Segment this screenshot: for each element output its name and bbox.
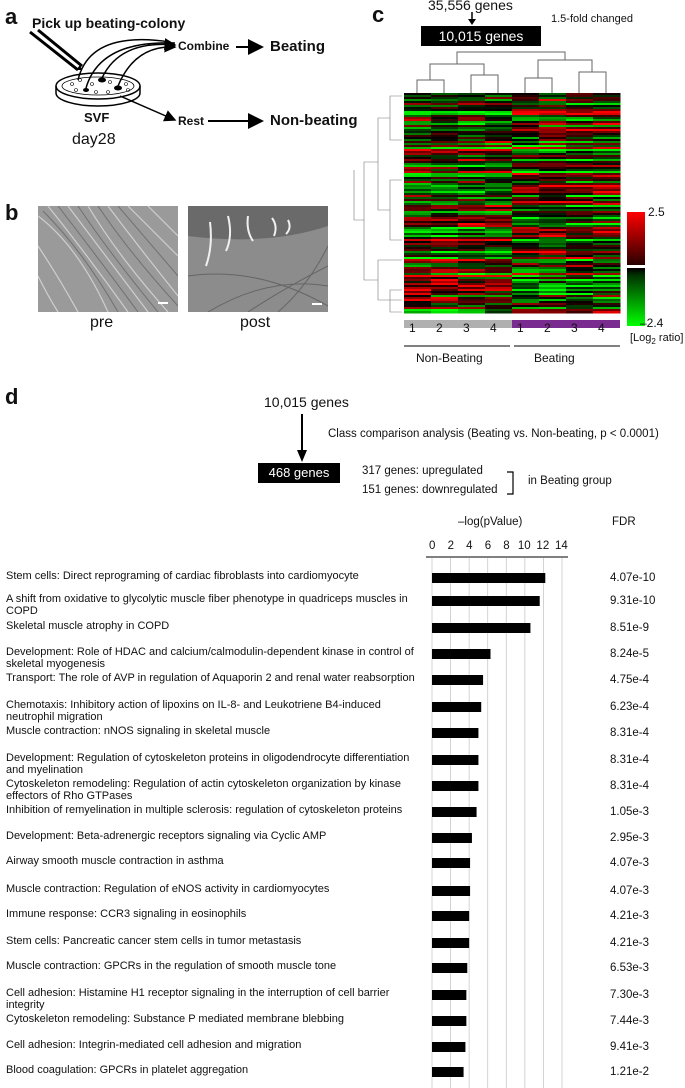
pathway-label: Muscle contraction: GPCRs in the regulation of smooth muscle tone — [6, 960, 337, 972]
group-label: in Beating group — [528, 475, 612, 487]
pathway-label: Cytoskeleton remodeling: Regulation of actin cytoskeleton organization by kinase effectors of Rho GTPases — [6, 778, 402, 802]
fdr-value: 7.44e-3 — [610, 1015, 650, 1027]
pathway-label: Inhibition of remyelination in multiple sclerosis: regulation of cytoskeleton proteins — [6, 804, 403, 816]
total-genes-label: 35,556 genes — [428, 0, 513, 13]
pathway-label: Immune response: CCR3 signaling in eosinophils — [6, 908, 247, 920]
rest-label: Rest — [178, 114, 205, 128]
fdr-value: 1.05e-3 — [610, 806, 650, 818]
fold-change-label: 1.5-fold changed — [551, 13, 633, 25]
col-label: 4 — [598, 321, 605, 335]
panel-a-letter: a — [5, 4, 18, 29]
pathway-label: Chemotaxis: Inhibitory action of lipoxins on IL-8- and Leukotriene B4-induced neutrophil migration — [6, 699, 381, 723]
fdr-value: 8.51e-9 — [610, 622, 650, 634]
col-label: 2 — [436, 321, 443, 335]
panel-b-letter: b — [5, 200, 19, 225]
x-tick-label: 0 — [429, 540, 436, 552]
pathway-label: Airway smooth muscle contraction in asthma — [6, 855, 224, 867]
pathway-label: Cell adhesion: Histamine H1 receptor signaling in the interruption of cell barrier integrity — [6, 987, 390, 1011]
pathway-label: Muscle contraction: Regulation of eNOS activity in cardiomyocytes — [6, 883, 330, 895]
col-label: 1 — [409, 321, 416, 335]
pick-up-label: Pick up beating-colony — [32, 15, 186, 31]
downregulated-label: 151 genes: downregulated — [362, 484, 498, 496]
scale-unit-label: [Log$_2$ ratio] — [630, 332, 684, 347]
fdr-header: FDR — [612, 516, 636, 528]
fdr-value: 1.21e-2 — [610, 1066, 650, 1078]
pathway-label: Stem cells: Direct reprograming of cardiac fibroblasts into cardiomyocyte — [6, 570, 359, 582]
x-tick-label: 4 — [466, 540, 473, 552]
fdr-value: 8.31e-4 — [610, 754, 650, 766]
pathway-label: Cytoskeleton remodeling: Substance P mediated membrane blebbing — [6, 1013, 344, 1025]
x-tick-label: 8 — [503, 540, 510, 552]
analysis-label: Class comparison analysis (Beating vs. Non-beating, p < 0.0001) — [328, 428, 659, 440]
pathway-label: Development: Beta-adrenergic receptors signaling via Cyclic AMP — [6, 830, 327, 842]
pathway-label: Development: Role of HDAC and calcium/calmodulin-dependent kinase in control of skeletal myogenesis — [6, 646, 414, 670]
fdr-value: 7.30e-3 — [610, 989, 650, 1001]
fdr-value: 4.21e-3 — [610, 910, 650, 922]
x-tick-label: 6 — [484, 540, 492, 552]
output-genes-box: 468 genes — [258, 463, 340, 483]
x-tick-label: 14 — [555, 540, 568, 552]
col-label: 3 — [571, 321, 578, 335]
col-label: 1 — [517, 321, 524, 335]
fdr-value: 6.23e-4 — [610, 701, 650, 713]
combine-label: Combine — [178, 39, 230, 53]
col-label: 3 — [463, 321, 470, 335]
fdr-value: 8.31e-4 — [610, 727, 650, 739]
non-beating-label: Non-beating — [270, 112, 358, 129]
filtered-genes-box: 10,015 genes — [421, 26, 541, 46]
fdr-value: 4.21e-3 — [610, 937, 650, 949]
fdr-value: 6.53e-3 — [610, 962, 650, 974]
pathway-label: Cell adhesion: Integrin-mediated cell adhesion and migration — [6, 1039, 302, 1051]
fdr-value: 4.75e-4 — [610, 674, 650, 686]
fdr-value: 8.31e-4 — [610, 780, 650, 792]
fdr-value: 8.24e-5 — [610, 648, 650, 660]
pathway-label: Skeletal muscle atrophy in COPD — [6, 620, 170, 632]
pathway-label: Muscle contraction: nNOS signaling in skeletal muscle — [6, 725, 271, 737]
nonbeating-group-label: Non-Beating — [416, 351, 483, 365]
fdr-value: 9.31e-10 — [610, 595, 656, 607]
pathway-label: Blood coagulation: GPCRs in platelet aggregation — [6, 1064, 249, 1076]
fdr-value: 9.41e-3 — [610, 1041, 650, 1053]
pre-label: pre — [90, 314, 114, 331]
panel-d-letter: d — [5, 384, 19, 409]
panel-c-letter: c — [372, 2, 385, 27]
scale-max-label: 2.5 — [648, 205, 665, 219]
x-tick-label: 12 — [536, 540, 550, 552]
fdr-value: 4.07e-3 — [610, 857, 650, 869]
input-genes-label: 10,015 genes — [264, 394, 349, 410]
fdr-value: 4.07e-3 — [610, 885, 650, 897]
scale-min-label: –2.4 — [640, 316, 664, 330]
fdr-value: 4.07e-10 — [610, 572, 656, 584]
x-tick-label: 10 — [517, 540, 531, 552]
pathway-label: Development: Regulation of cytoskeleton proteins in oligodendrocyte differentiation and myelination — [6, 752, 410, 776]
post-label: post — [240, 314, 271, 331]
pathway-label: Stem cells: Pancreatic cancer stem cells in tumor metastasis — [6, 935, 302, 947]
upregulated-label: 317 genes: upregulated — [362, 465, 483, 477]
x-axis-label: –log(pValue) — [458, 516, 523, 528]
col-label: 4 — [490, 321, 497, 335]
col-label: 2 — [544, 321, 551, 335]
svf-label: SVF — [84, 110, 110, 125]
beating-label: Beating — [270, 38, 326, 55]
x-tick-label: 2 — [447, 540, 454, 552]
fdr-value: 2.95e-3 — [610, 832, 650, 844]
day-label: day28 — [72, 131, 116, 148]
beating-group-label: Beating — [534, 351, 575, 365]
pathway-label: Transport: The role of AVP in regulation of Aquaporin 2 and renal water reabsorption — [6, 672, 415, 684]
pathway-label: A shift from oxidative to glycolytic muscle fiber phenotype in quadriceps muscles in COPD — [6, 593, 408, 617]
